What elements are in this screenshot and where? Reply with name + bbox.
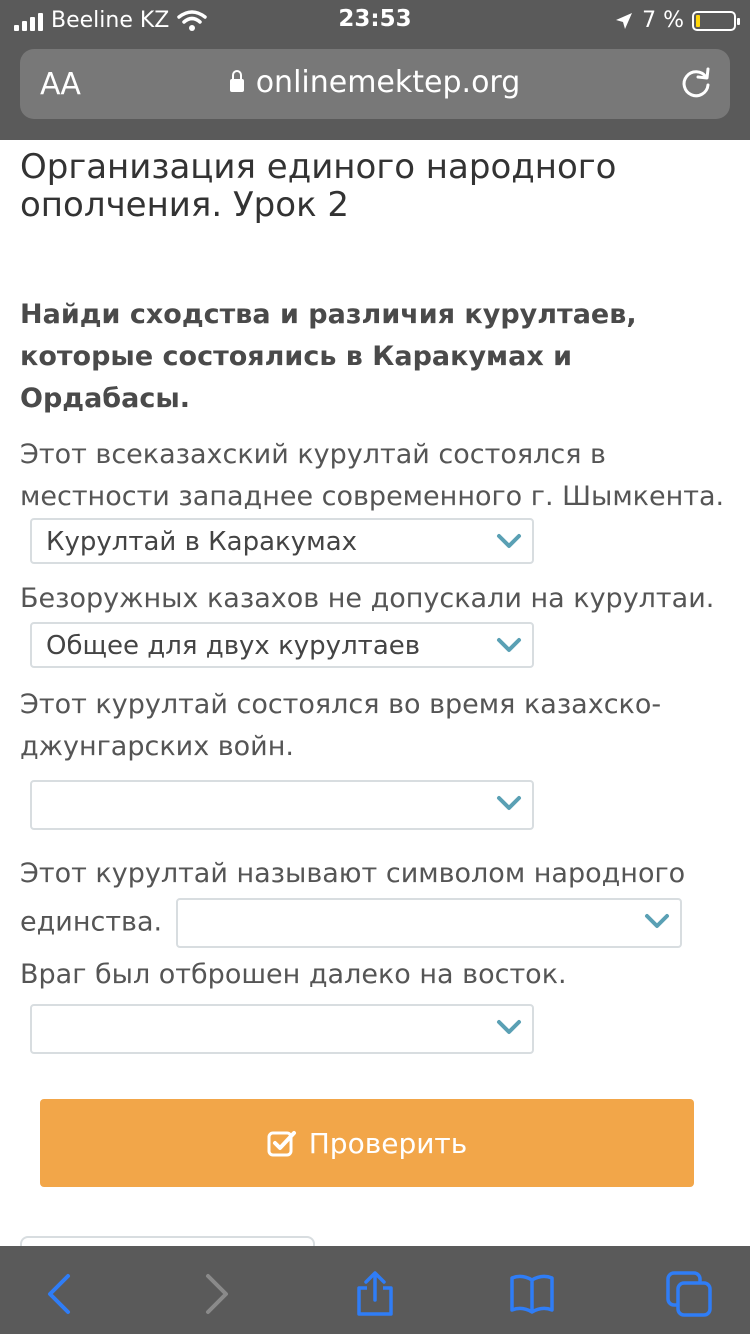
url-text: onlinemektep.org xyxy=(255,65,521,100)
question-2-text: Безоружных казахов не допускали на курултаи. xyxy=(20,583,715,614)
status-bar xyxy=(0,0,750,44)
location-arrow-icon xyxy=(614,11,634,31)
checkbox-check-icon xyxy=(267,1129,297,1157)
back-arrow-icon[interactable] xyxy=(36,1270,84,1318)
check-button-label: Проверить xyxy=(308,1126,468,1160)
lock-icon xyxy=(230,79,244,92)
question-1-text: Этот всеказахский курултай состоялся в местности западнее современного г. Шымкента. xyxy=(20,439,725,512)
task-heading: Найди сходства и различия курултаев, которые состоялись в Каракумах и Ордабасы. xyxy=(20,299,637,414)
answer-select-1-value: Курултай в Каракумах xyxy=(46,527,358,557)
clock: 23:53 xyxy=(338,6,412,32)
text-size-button[interactable]: AA xyxy=(40,67,80,102)
question-5-text: Враг был отброшен далеко на восток. xyxy=(20,959,567,990)
chevron-down-icon xyxy=(496,1018,522,1036)
question-3-text: Этот курултай состоялся во время казахско-джунгарских войн. xyxy=(20,689,662,762)
chevron-down-icon xyxy=(496,794,522,812)
page-title: Организация единого народного ополчения. Урок 2 xyxy=(20,147,617,225)
answer-select-5[interactable] xyxy=(30,1004,534,1054)
battery-percent: 7 % xyxy=(642,8,684,33)
chevron-down-icon xyxy=(644,912,670,930)
chevron-down-icon xyxy=(496,636,522,654)
answer-select-3[interactable] xyxy=(30,780,534,830)
carrier-name: Beeline KZ xyxy=(51,8,170,33)
share-icon[interactable] xyxy=(351,1270,399,1318)
forward-arrow-icon[interactable] xyxy=(192,1270,240,1318)
answer-select-2-value: Общее для двух курултаев xyxy=(46,631,421,661)
reload-icon[interactable] xyxy=(678,65,714,101)
question-4-text: Этот курултай называют символом народного единства. xyxy=(20,850,730,948)
answer-select-4[interactable] xyxy=(176,898,682,948)
battery-icon xyxy=(692,11,736,31)
safari-toolbar xyxy=(0,1246,750,1334)
answer-select-1[interactable] xyxy=(30,518,534,564)
answer-select-2[interactable] xyxy=(30,622,534,668)
address-bar[interactable] xyxy=(20,49,730,119)
browser-chrome xyxy=(0,0,750,140)
tabs-icon[interactable] xyxy=(665,1270,713,1318)
chevron-down-icon xyxy=(496,532,522,550)
lesson-content xyxy=(20,140,730,1054)
bookmarks-icon[interactable] xyxy=(508,1270,556,1318)
check-button[interactable] xyxy=(40,1099,694,1187)
